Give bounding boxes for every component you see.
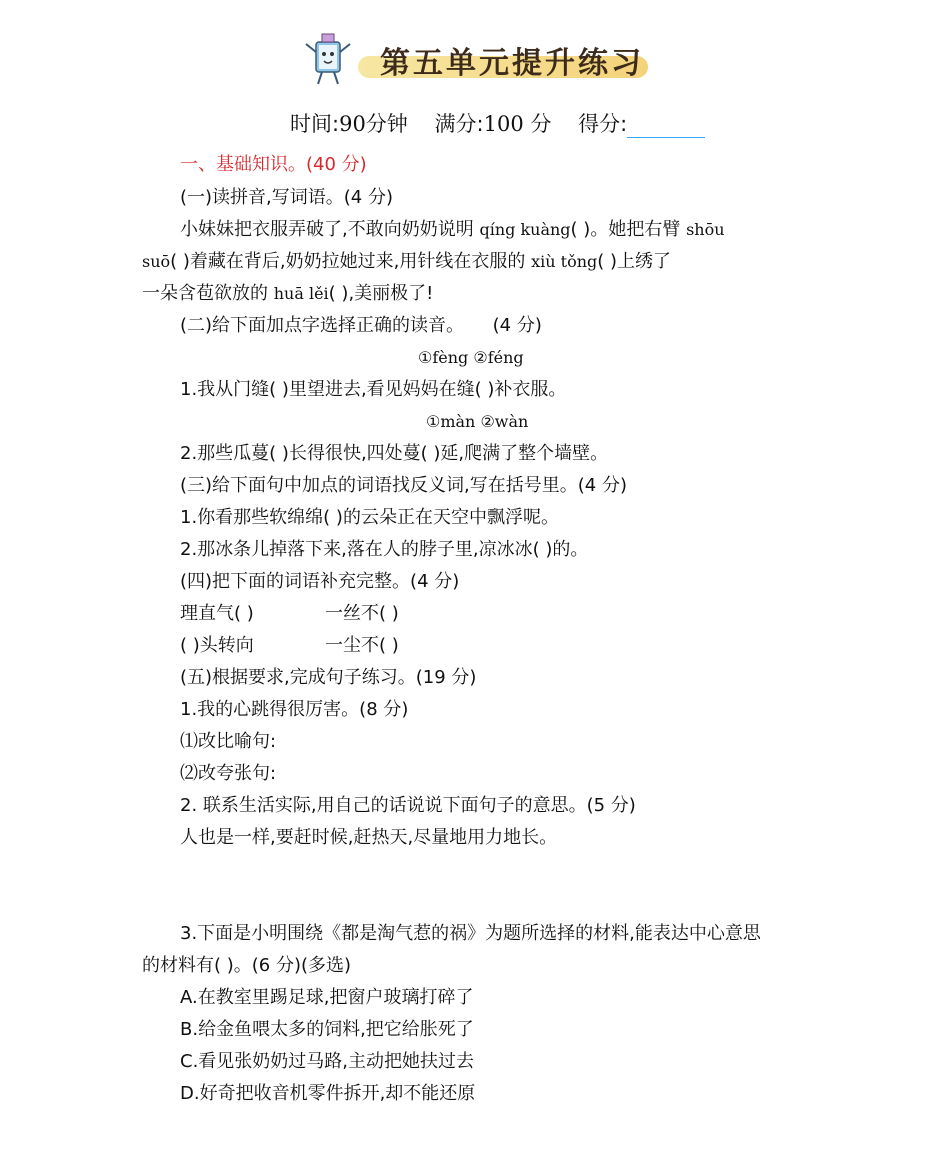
part-1-title: (一)读拼音,写词语。(4 分)	[180, 187, 393, 208]
score-blank[interactable]	[627, 115, 705, 138]
pinyin-suo: suō	[142, 252, 171, 271]
p4-word-1[interactable]: 理直气( )	[180, 603, 254, 624]
p2-title-text: (二)给下面加点字选择正确的读音。	[180, 315, 465, 336]
pinyin-hualei: huā lěi	[273, 284, 329, 303]
book-mascot-icon	[300, 30, 356, 90]
full-score-value: 100	[483, 112, 524, 136]
full-score-unit: 分	[530, 112, 552, 136]
pinyin-qingkuang: qíng kuàng	[479, 220, 571, 239]
pinyin-shou: shōu	[686, 220, 725, 239]
option-c[interactable]: C.看见张奶奶过马路,主动把她扶过去	[180, 1051, 475, 1072]
part-1-line-3	[142, 282, 433, 306]
p3-question-1[interactable]: 1.你看那些软绵绵( )的云朵正在天空中飘浮呢。	[180, 507, 559, 528]
p2-question-1[interactable]: 1.我从门缝( )里望进去,看见妈妈在缝( )补衣服。	[180, 379, 567, 400]
part-5-title: (五)根据要求,完成句子练习。(19 分)	[180, 667, 477, 688]
exam-meta	[290, 108, 705, 138]
p4-word-3[interactable]: ( )头转向	[180, 635, 254, 656]
p1-blank-3[interactable]: ( )上绣了	[597, 251, 672, 272]
part-3-title: (三)给下面句中加点的词语找反义词,写在括号里。(4 分)	[180, 475, 627, 496]
p2-score: (4 分)	[492, 315, 542, 336]
p3-question-2[interactable]: 2.那冰条儿掉落下来,落在人的脖子里,凉冰冰( )的。	[180, 539, 589, 560]
p5-q2-sentence: 人也是一样,要赶时候,赶热天,尽量地用力地长。	[180, 827, 558, 848]
option-a[interactable]: A.在教室里踢足球,把窗户玻璃打碎了	[180, 987, 474, 1008]
p4-word-4[interactable]: 一尘不( )	[325, 635, 399, 656]
score-label: 得分:	[578, 112, 628, 136]
part-1-line-1	[180, 218, 725, 242]
section-1-title: 一、基础知识。(40 分)	[180, 154, 367, 175]
option-d[interactable]: D.好奇把收音机零件拆开,却不能还原	[180, 1083, 476, 1104]
p5-question-3-line-1: 3.下面是小明围绕《都是淘气惹的祸》为题所选择的材料,能表达中心意思	[180, 923, 761, 944]
full-score-label: 满分:	[434, 112, 484, 136]
p2-question-2[interactable]: 2.那些瓜蔓( )长得很快,四处蔓( )延,爬满了整个墙壁。	[180, 443, 609, 464]
time-unit: 分钟	[365, 112, 408, 136]
p1-text-3a: 一朵含苞欲放的	[142, 283, 268, 304]
p1-text-1a: 小妹妹把衣服弄破了,不敢向奶奶说明	[180, 219, 474, 240]
option-b[interactable]: B.给金鱼喂太多的饲料,把它给胀死了	[180, 1019, 474, 1040]
part-2-title	[180, 314, 542, 338]
p4-word-2[interactable]: 一丝不( )	[325, 603, 399, 624]
time-label: 时间:	[290, 112, 340, 136]
part-1-line-2	[142, 250, 671, 274]
p2-options-2: ①màn ②wàn	[426, 412, 529, 431]
page-title: 第五单元提升练习	[380, 46, 644, 81]
pinyin-xiutong: xiù tǒng	[531, 252, 598, 271]
time-value: 90	[339, 112, 366, 136]
p5-q1-exaggeration[interactable]: ⑵改夸张句:	[180, 763, 277, 784]
p1-blank-1[interactable]: ( )。她把右臂	[570, 219, 681, 240]
p2-options-1: ①fèng ②féng	[418, 348, 524, 367]
p5-q1-metaphor[interactable]: ⑴改比喻句:	[180, 731, 277, 752]
p1-blank-4[interactable]: ( ),美丽极了!	[328, 283, 434, 304]
p5-question-2: 2. 联系生活实际,用自己的话说说下面句子的意思。(5 分)	[180, 795, 636, 816]
p5-question-1: 1.我的心跳得很厉害。(8 分)	[180, 699, 409, 720]
p1-blank-2[interactable]: ( )着藏在背后,奶奶拉她过来,用针线在衣服的	[170, 251, 526, 272]
title-banner	[300, 30, 660, 92]
part-4-title: (四)把下面的词语补充完整。(4 分)	[180, 571, 460, 592]
p5-question-3-line-2[interactable]: 的材料有( )。(6 分)(多选)	[142, 955, 352, 976]
